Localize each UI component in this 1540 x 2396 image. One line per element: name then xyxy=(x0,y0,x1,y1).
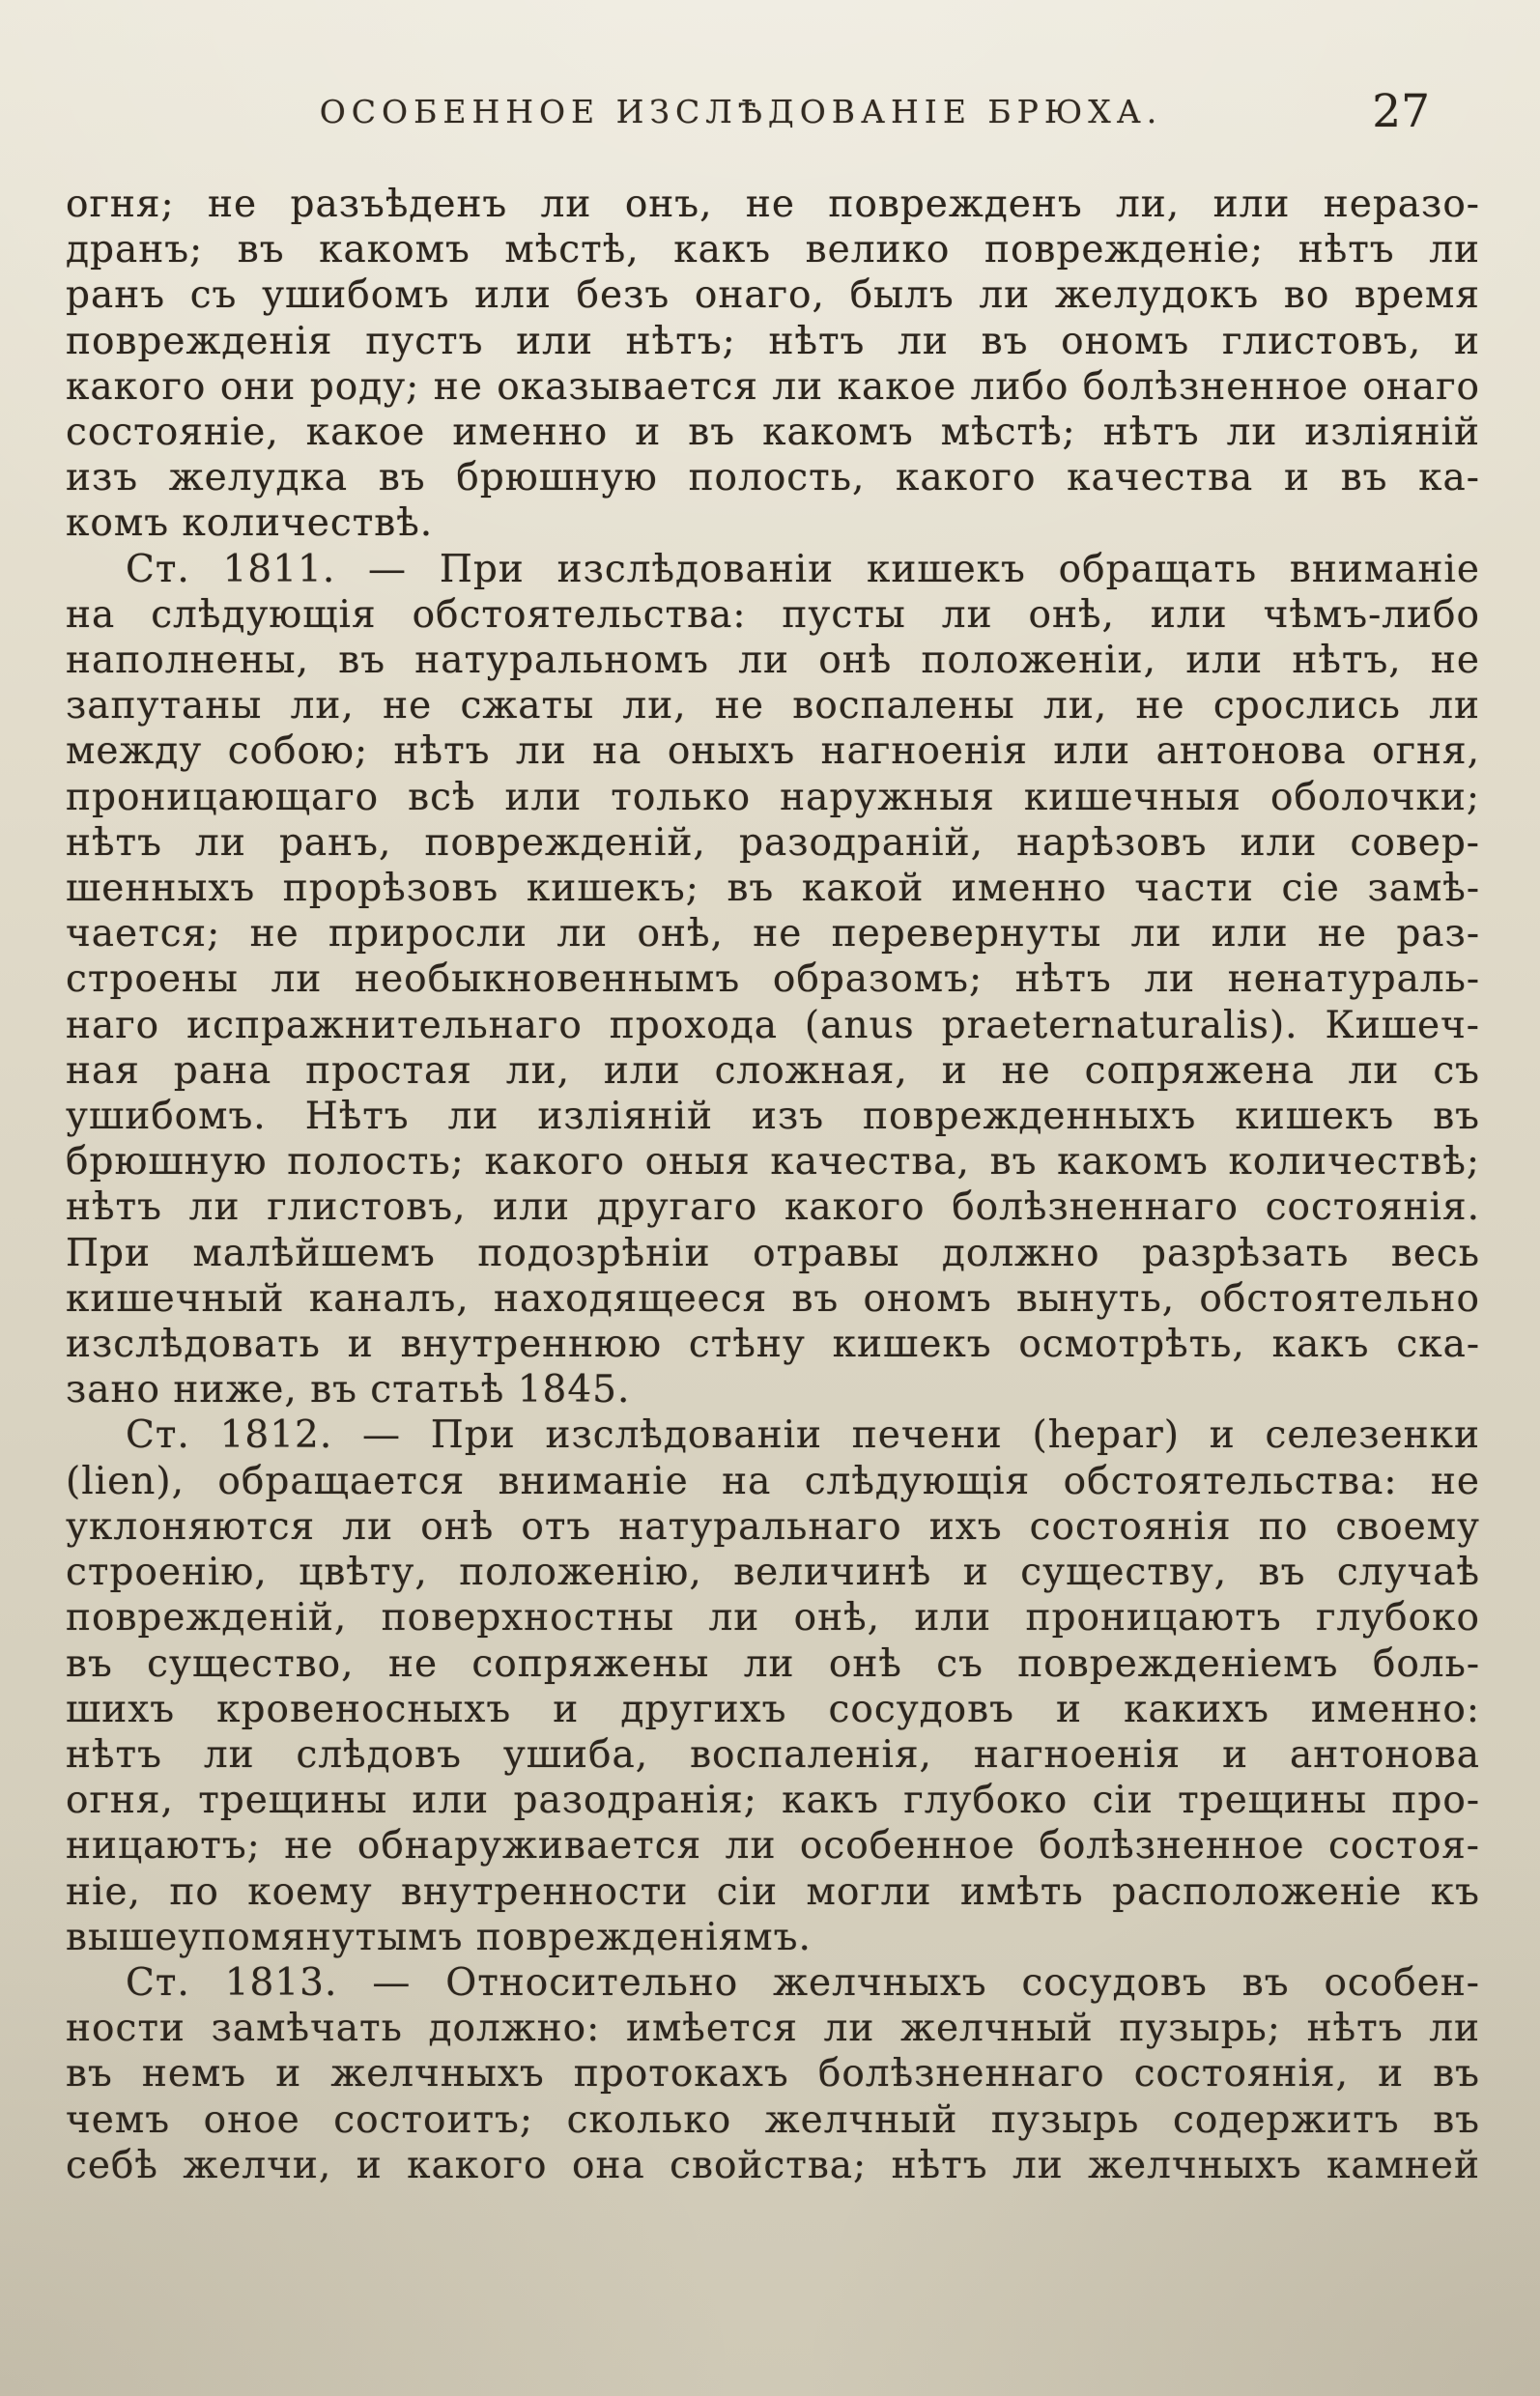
text-line: въ существо, не сопряжены ли онѣ съ поврежденіемъ боль- xyxy=(66,1641,1480,1686)
text-line: Ст. 1812. — При изслѣдованіи печени (hepar) и селезенки xyxy=(126,1413,1480,1458)
text-line: себѣ желчи, и какого она свойства; нѣтъ ли желчныхъ камней xyxy=(66,2143,1480,2187)
text-line: огня, трещины или разодранія; какъ глубоко сіи трещины про- xyxy=(66,1779,1480,1823)
text-line: ушибомъ. Нѣтъ ли изліяній изъ поврежденныхъ кишекъ въ xyxy=(66,1095,1480,1139)
text-line: шихъ кровеносныхъ и другихъ сосудовъ и какихъ именно: xyxy=(66,1687,1480,1731)
text-line: ніе, по коему внутренности сіи могли имѣть расположеніе къ xyxy=(66,1869,1480,1914)
text-line: нѣтъ ли ранъ, поврежденій, разодраній, нарѣзовъ или совер- xyxy=(66,820,1480,865)
text-line: зано ниже, въ статьѣ 1845. xyxy=(66,1368,631,1412)
text-line: ности замѣчать должно: имѣется ли желчный пузырь; нѣтъ ли xyxy=(66,2007,1480,2051)
text-line: поврежденія пустъ или нѣтъ; нѣтъ ли въ ономъ глистовъ, и xyxy=(66,319,1480,363)
text-line: Ст. 1813. — Относительно желчныхъ сосудовъ въ особен- xyxy=(126,1960,1480,2005)
paragraph-article-1812 xyxy=(66,1412,1480,1959)
text-line: (lien), обращается вниманіе на слѣдующія обстоятельства: не xyxy=(66,1459,1480,1503)
text-block xyxy=(66,182,1480,2188)
text-line: изслѣдовать и внутреннюю стѣну кишекъ осмотрѣть, какъ ска- xyxy=(66,1323,1480,1367)
text-line: состояніе, какое именно и въ какомъ мѣстѣ; нѣтъ ли изліяній xyxy=(66,411,1480,455)
text-line: При малѣйшемъ подозрѣніи отравы должно разрѣзать весь xyxy=(66,1231,1480,1275)
text-line: строенію, цвѣту, положенію, величинѣ и существу, въ случаѣ xyxy=(66,1551,1480,1595)
text-line: строены ли необыкновеннымъ образомъ; нѣтъ ли ненатураль- xyxy=(66,957,1480,1002)
text-line: запутаны ли, не сжаты ли, не воспалены ли, не срослись ли xyxy=(66,684,1480,728)
text-line: чемъ оное состоитъ; сколько желчный пузырь содержитъ въ xyxy=(66,2097,1480,2142)
text-line: въ немъ и желчныхъ протокахъ болѣзненнаго состоянія, и въ xyxy=(66,2052,1480,2096)
page-number: 27 xyxy=(1372,85,1430,138)
text-line: на слѣдующія обстоятельства: пусты ли онѣ, или чѣмъ-либо xyxy=(66,592,1480,637)
text-line: нѣтъ ли глистовъ, или другаго какого болѣзненнаго состоянія. xyxy=(66,1185,1480,1230)
text-line: комъ количествѣ. xyxy=(66,501,434,546)
text-line: наго испражнительнаго прохода (anus praeternaturalis). Кишеч- xyxy=(66,1003,1480,1047)
running-title: ОСОБЕННОЕ ИЗСЛѢДОВАНІЕ БРЮХА. xyxy=(319,93,1163,130)
paragraph-article-1811 xyxy=(66,547,1480,1413)
page-header xyxy=(62,85,1478,141)
text-line: нѣтъ ли слѣдовъ ушиба, воспаленія, нагноенія и антонова xyxy=(66,1732,1480,1777)
text-line: чается; не приросли ли онѣ, не перевернуты ли или не раз- xyxy=(66,912,1480,956)
paragraph-article-1813 xyxy=(66,1960,1480,2188)
text-line: наполнены, въ натуральномъ ли онѣ положеніи, или нѣтъ, не xyxy=(66,639,1480,683)
text-line: шенныхъ прорѣзовъ кишекъ; въ какой именно части сіе замѣ- xyxy=(66,867,1480,911)
text-line: дранъ; въ какомъ мѣстѣ, какъ велико поврежденіе; нѣтъ ли xyxy=(66,228,1480,272)
paragraph-continuation xyxy=(66,182,1480,547)
text-line: Ст. 1811. — При изслѣдованіи кишекъ обращать вниманіе xyxy=(126,547,1480,591)
text-line: брюшную полость; какого оныя качества, въ какомъ количествѣ; xyxy=(66,1140,1480,1184)
text-line: между собою; нѣтъ ли на оныхъ нагноенія или антонова огня, xyxy=(66,729,1480,774)
text-line: вышеупомянутымъ поврежденіямъ. xyxy=(66,1915,812,1959)
text-line: поврежденій, поверхностны ли онѣ, или проницаютъ глубоко xyxy=(66,1596,1480,1640)
text-line: проницающаго всѣ или только наружныя кишечныя оболочки; xyxy=(66,775,1480,819)
text-line: ная рана простая ли, или сложная, и не сопряжена ли съ xyxy=(66,1048,1480,1093)
text-line: ницаютъ; не обнаруживается ли особенное болѣзненное состоя- xyxy=(66,1824,1480,1868)
text-line: ранъ съ ушибомъ или безъ онаго, былъ ли желудокъ во время xyxy=(66,273,1480,318)
text-line: уклоняются ли онѣ отъ натуральнаго ихъ состоянія по своему xyxy=(66,1504,1480,1549)
text-line: какого они роду; не оказывается ли какое либо болѣзненное онаго xyxy=(66,364,1480,409)
text-line: изъ желудка въ брюшную полость, какого качества и въ ка- xyxy=(66,456,1480,500)
text-line: огня; не разъѣденъ ли онъ, не поврежденъ ли, или неразо- xyxy=(66,183,1480,226)
text-line: кишечный каналъ, находящееся въ ономъ вынуть, обстоятельно xyxy=(66,1276,1480,1321)
